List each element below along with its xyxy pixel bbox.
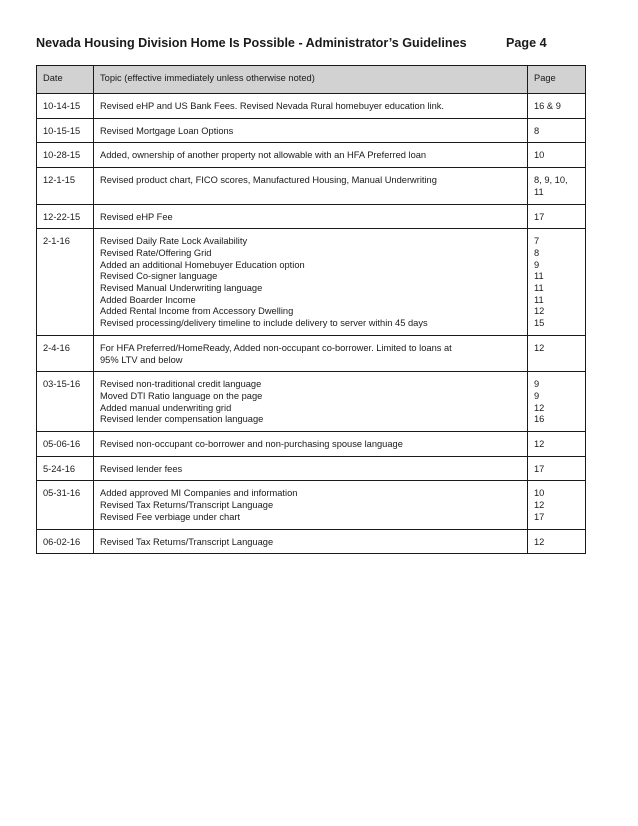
table-row [37,432,586,457]
cell-page: 17 [528,204,586,229]
cell-topic: For HFA Preferred/HomeReady, Added non-occupant co-borrower. Limited to loans at 95% LTV and below [94,335,528,371]
cell-topic: Revised lender fees [94,456,528,481]
cell-date: 2-1-16 [37,229,94,336]
table-row [37,118,586,143]
cell-date: 05-31-16 [37,481,94,529]
cell-page: 8, 9, 10, 11 [528,168,586,204]
table-row [37,204,586,229]
cell-date: 05-06-16 [37,432,94,457]
table-row [37,481,586,529]
column-header-page: Page [528,66,586,94]
table-row [37,229,586,336]
cell-date: 12-22-15 [37,204,94,229]
cell-page: 12 [528,529,586,554]
cell-page: 12 [528,432,586,457]
table-row [37,529,586,554]
document-title: Nevada Housing Division Home Is Possible - Administrator’s Guidelines [36,36,467,50]
cell-page: 9 9 12 16 [528,372,586,432]
cell-page: 12 [528,335,586,371]
cell-date: 10-15-15 [37,118,94,143]
cell-page: 7 8 9 11 11 11 12 15 [528,229,586,336]
cell-topic: Revised non-traditional credit language Moved DTI Ratio language on the page Added manual underwriting grid Revised lender compensation language [94,372,528,432]
page-number: Page 4 [506,36,547,50]
table-row [37,456,586,481]
cell-date: 10-28-15 [37,143,94,168]
table-body [37,94,586,554]
cell-date: 03-15-16 [37,372,94,432]
column-header-topic: Topic (effective immediately unless otherwise noted) [94,66,528,94]
cell-topic: Revised Mortgage Loan Options [94,118,528,143]
cell-topic: Revised eHP and US Bank Fees. Revised Nevada Rural homebuyer education link. [94,94,528,119]
cell-topic: Revised non-occupant co-borrower and non-purchasing spouse language [94,432,528,457]
cell-page: 16 & 9 [528,94,586,119]
cell-date: 5-24-16 [37,456,94,481]
cell-page: 10 12 17 [528,481,586,529]
cell-date: 10-14-15 [37,94,94,119]
cell-topic: Revised Tax Returns/Transcript Language [94,529,528,554]
cell-topic: Revised eHP Fee [94,204,528,229]
revision-table [36,65,586,554]
column-header-date: Date [37,66,94,94]
cell-topic: Added approved MI Companies and information Revised Tax Returns/Transcript Language Revised Fee verbiage under chart [94,481,528,529]
table-row [37,335,586,371]
cell-topic: Revised product chart, FICO scores, Manufactured Housing, Manual Underwriting [94,168,528,204]
cell-topic: Revised Daily Rate Lock Availability Revised Rate/Offering Grid Added an additional Homebuyer Education option Revised Co-signer language Revised Manual Underwriting language Added Boarder Income Added Rental Income from Accessory Dwelling Revised processing/delivery timeline to include delivery to server within 45 days [94,229,528,336]
cell-page: 17 [528,456,586,481]
page-header [36,36,596,56]
table-row [37,372,586,432]
cell-page: 8 [528,118,586,143]
cell-date: 06-02-16 [37,529,94,554]
cell-date: 2-4-16 [37,335,94,371]
cell-page: 10 [528,143,586,168]
cell-date: 12-1-15 [37,168,94,204]
table-row [37,168,586,204]
table-header-row [37,66,586,94]
table-row [37,143,586,168]
cell-topic: Added, ownership of another property not allowable with an HFA Preferred loan [94,143,528,168]
table-row [37,94,586,119]
